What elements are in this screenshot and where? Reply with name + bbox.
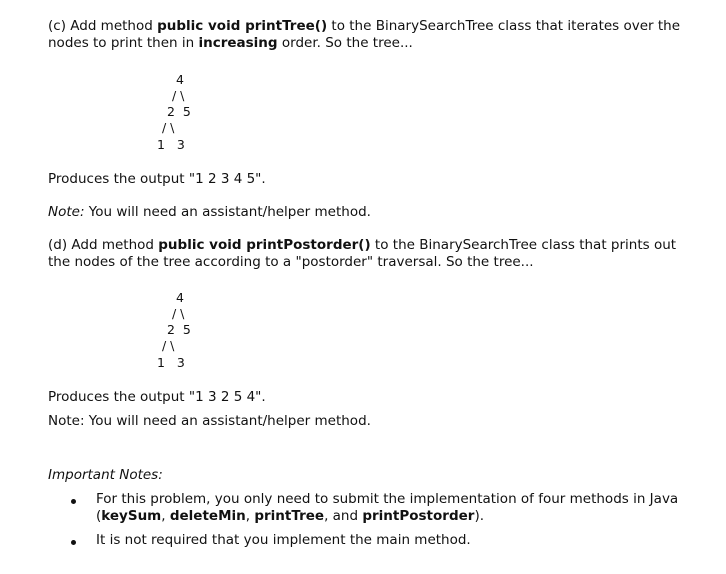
method-keysum: keySum <box>101 508 162 524</box>
bullet-icon <box>71 540 76 545</box>
important-bullet-1 <box>96 491 678 525</box>
paren: ). <box>474 508 484 524</box>
separator: , <box>161 508 170 524</box>
tree-node-level-2: 2 5 <box>167 104 191 119</box>
tree-node-root: 4 <box>176 72 184 87</box>
tree-node-root: 4 <box>176 290 184 305</box>
tree-node-level-2: 2 5 <box>167 322 191 337</box>
increasing-emphasis: increasing <box>198 35 278 51</box>
part-c-text: to the BinarySearchTree class that iterates over the <box>327 18 681 34</box>
part-c-output: Produces the output "1 2 3 4 5". <box>48 171 266 187</box>
part-d-text: (d) Add method <box>48 237 159 253</box>
tree-branch: / \ <box>162 120 175 135</box>
part-d-line-2: the nodes of the tree according to a "postorder" traversal. So the tree... <box>48 254 534 270</box>
print-tree-signature: public void printTree() <box>157 18 328 34</box>
important-bullet-2: It is not required that you implement the main method. <box>96 532 471 548</box>
method-deletemin: deleteMin <box>169 508 246 524</box>
part-d-output: Produces the output "1 3 2 5 4". <box>48 389 266 405</box>
part-d-note: Note: You will need an assistant/helper method. <box>48 413 371 429</box>
important-notes-heading: Important Notes: <box>48 467 163 483</box>
part-c-text: nodes to print then in <box>48 35 199 51</box>
part-c-line-2 <box>48 35 680 52</box>
note-text: You will need an assistant/helper method. <box>84 204 371 220</box>
paren: ( <box>96 508 102 524</box>
part-c-text: (c) Add method <box>48 18 158 34</box>
part-c-instruction <box>48 18 680 52</box>
tree-node-level-3: 1 3 <box>157 355 185 370</box>
tree-branch: / \ <box>172 306 185 321</box>
print-postorder-signature: public void printPostorder() <box>158 237 371 253</box>
bullet-icon <box>71 499 76 504</box>
part-c-line-1 <box>48 18 680 35</box>
part-d-line-1 <box>48 237 676 254</box>
tree-branch: / \ <box>172 88 185 103</box>
separator: , <box>245 508 255 524</box>
tree-branch: / \ <box>162 338 175 353</box>
part-c-note <box>48 204 371 221</box>
part-c-text: order. So the tree... <box>277 35 413 51</box>
tree-node-level-3: 1 3 <box>157 137 185 152</box>
method-printpostorder: printPostorder <box>362 508 475 524</box>
part-d-instruction <box>48 237 676 271</box>
separator: , and <box>324 508 363 524</box>
part-d-text: to the BinarySearchTree class that prints out <box>370 237 677 253</box>
note-label: Note: <box>48 204 85 220</box>
bullet-1-line-2 <box>96 508 678 525</box>
method-printtree: printTree <box>254 508 325 524</box>
bullet-1-line-1: For this problem, you only need to submit the implementation of four methods in Java <box>96 491 679 507</box>
